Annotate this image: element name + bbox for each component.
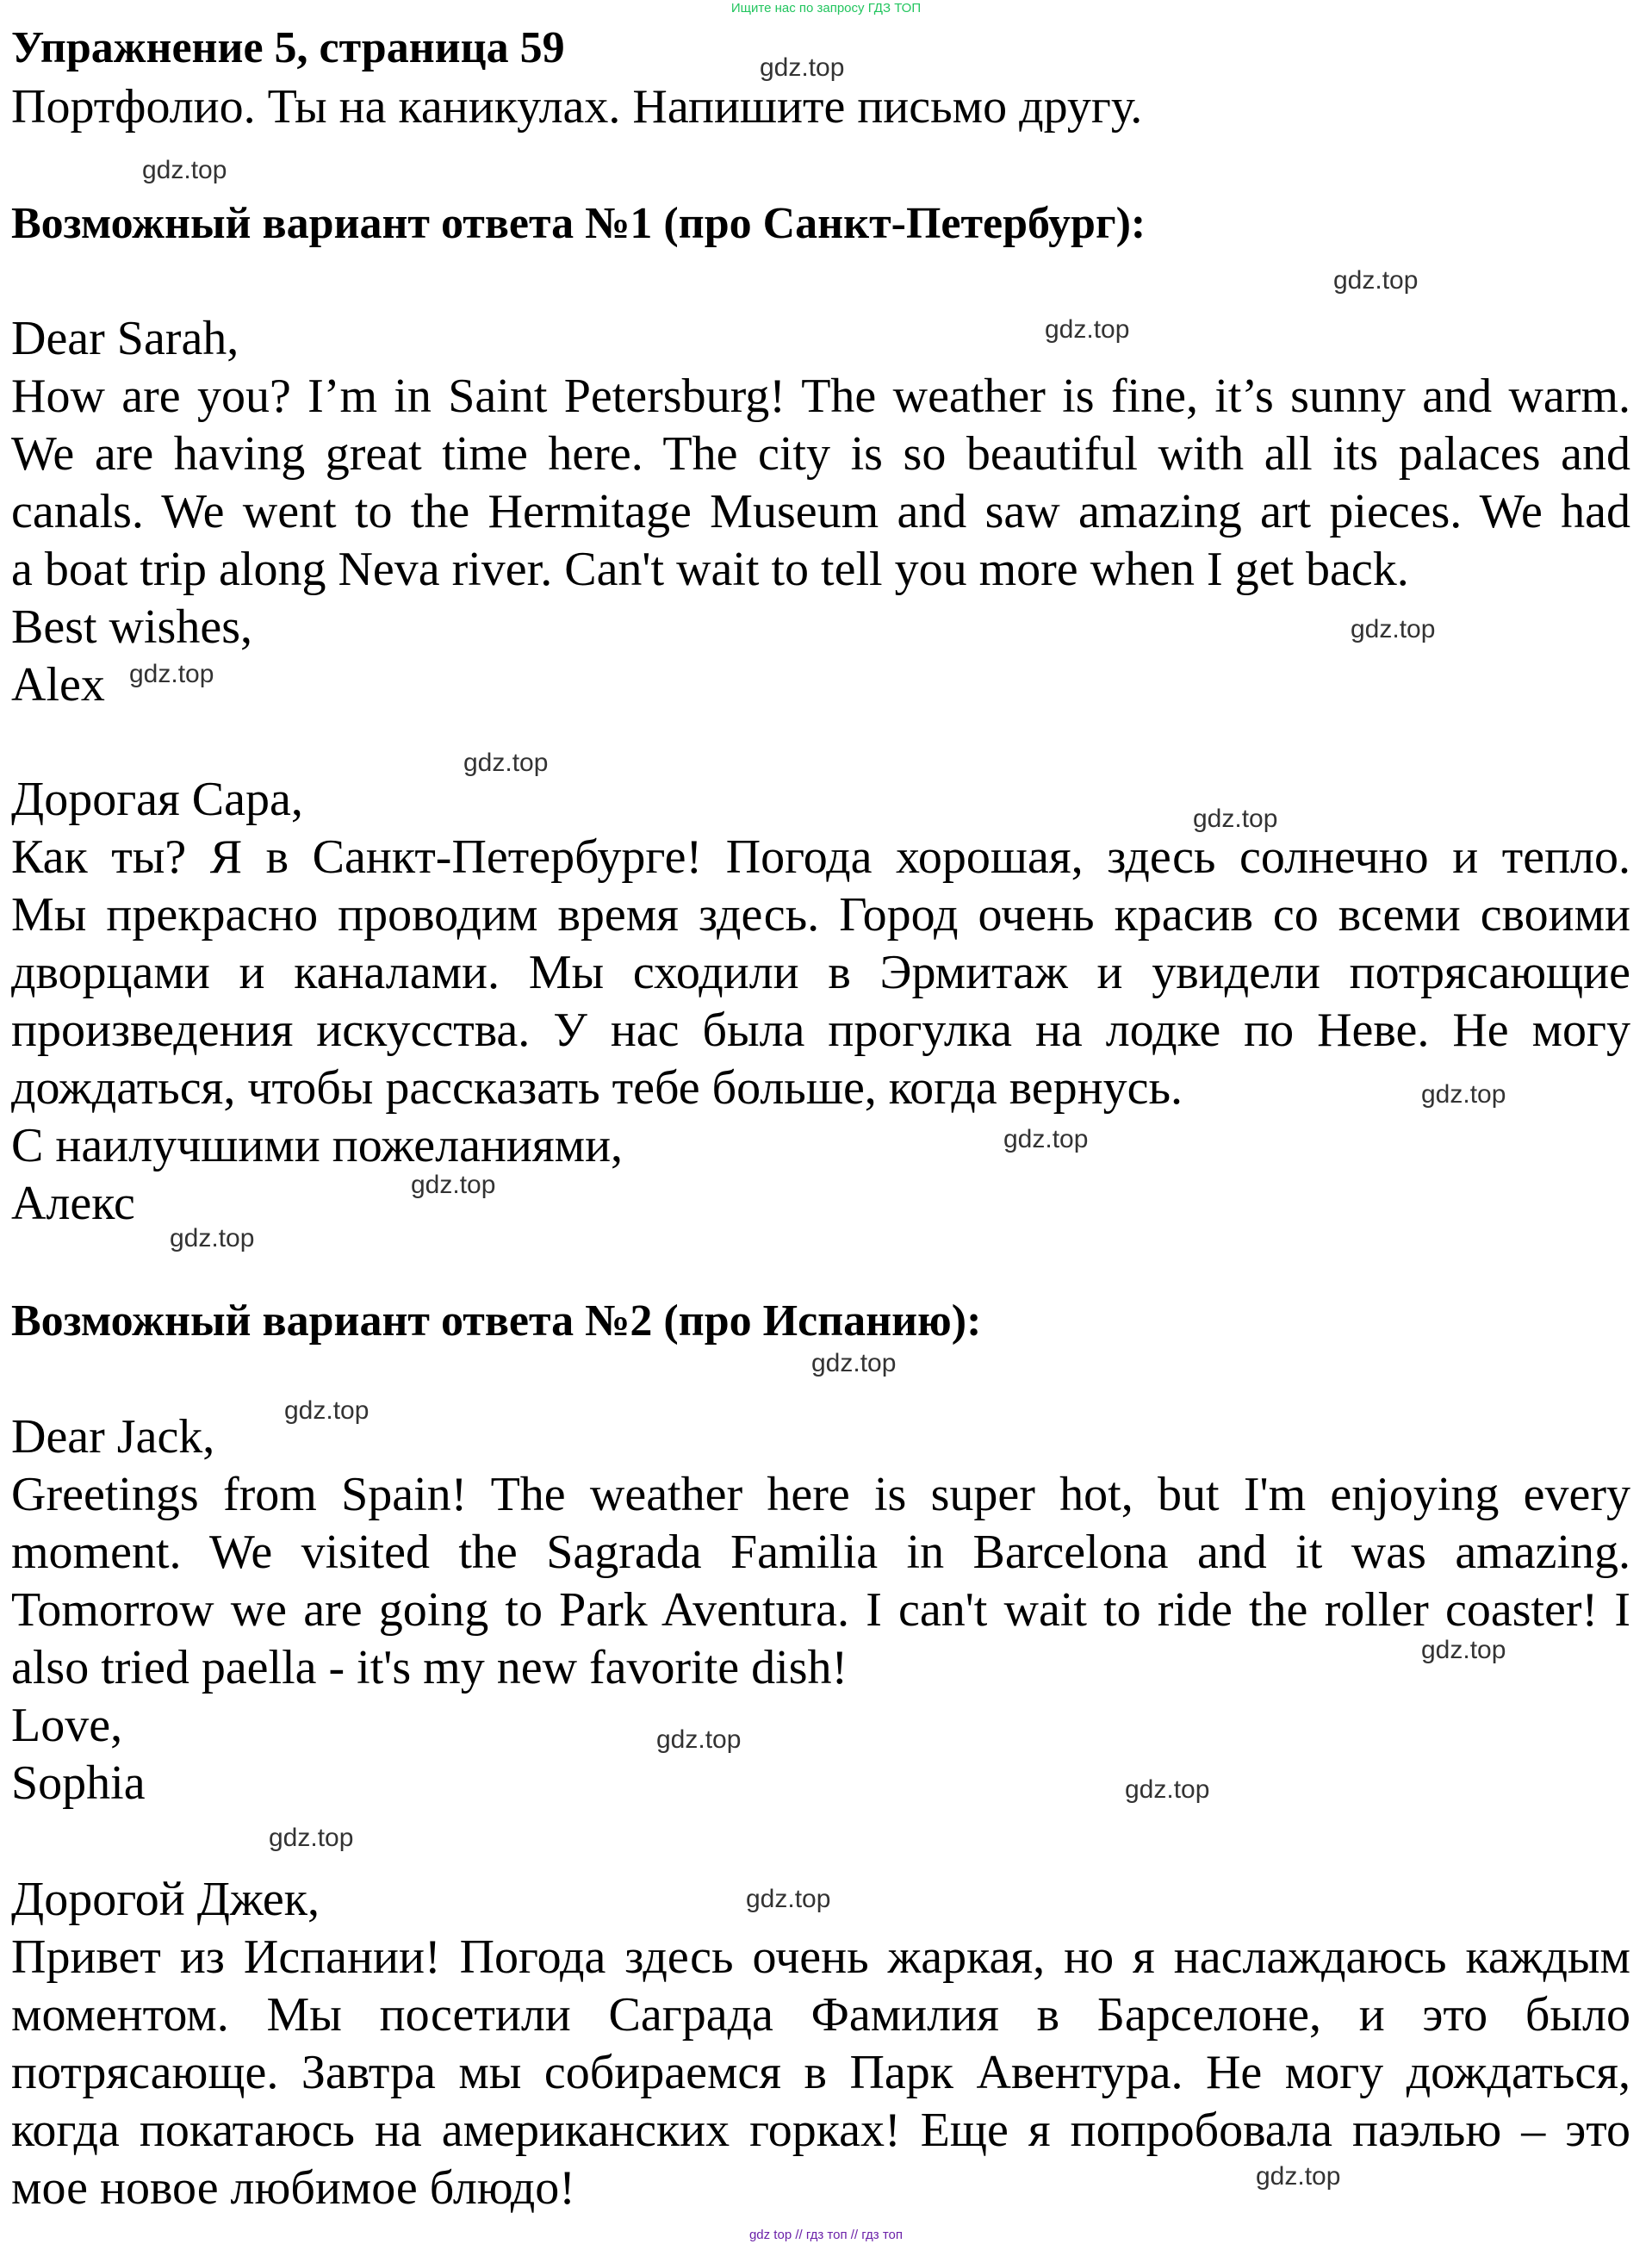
answer1-heading: Возможный вариант ответа №1 (про Санкт-Петербург): [11, 199, 1146, 248]
answer2-en-line: moment. We visited the Sagrada Familia in Barcelona and it was amazing. [11, 1526, 1630, 1579]
watermark: gdz.top [1045, 315, 1130, 344]
answer2-ru-line: мое новое любимое блюдо! [11, 2161, 575, 2215]
watermark: gdz.top [269, 1824, 354, 1852]
answer1-en-signature: Alex [11, 658, 105, 712]
watermark: gdz.top [1003, 1125, 1089, 1153]
exercise-title: Упражнение 5, страница 59 [11, 23, 565, 72]
answer2-en-line: Greetings from Spain! The weather here is super hot, but I'm enjoying every [11, 1468, 1630, 1521]
watermark: gdz.top [1193, 805, 1278, 833]
answer1-ru-signature: Алекс [11, 1177, 135, 1230]
watermark: gdz.top [760, 53, 845, 82]
answer2-ru-line: потрясающе. Завтра мы собираемся в Парк Авентура. Не могу дождаться, [11, 2046, 1630, 2099]
answer2-en-closing: Love, [11, 1699, 123, 1752]
answer2-ru-line: Привет из Испании! Погода здесь очень жаркая, но я наслаждаюсь каждым [11, 1930, 1630, 1984]
answer2-ru-greeting: Дорогой Джек, [11, 1873, 320, 1926]
watermark: gdz.top [284, 1396, 370, 1425]
watermark: gdz.top [656, 1725, 742, 1754]
answer1-en-line: How are you? I’m in Saint Petersburg! The weather is fine, it’s sunny and warm. [11, 370, 1630, 423]
answer2-ru-line: когда покатаюсь на американских горках! Еще я попробовала паэлью – это [11, 2104, 1630, 2157]
answer1-ru-line: дворцами и каналами. Мы сходили в Эрмитаж и увидели потрясающие [11, 946, 1630, 999]
answer2-ru-line: моментом. Мы посетили Саграда Фамилия в Барселоне, и это было [11, 1988, 1630, 2042]
exercise-task: Портфолио. Ты на каникулах. Напишите письмо другу. [11, 80, 1143, 134]
watermark: gdz.top [1421, 1636, 1506, 1664]
watermark: gdz.top [1351, 615, 1436, 643]
answer2-en-line: Tomorrow we are going to Park Aventura. I can't wait to ride the roller coaster! I [11, 1583, 1630, 1637]
watermark: gdz.top [746, 1885, 831, 1913]
answer1-en-closing: Best wishes, [11, 600, 252, 654]
top-banner: Ищите нас по запросу ГДЗ ТОП [730, 1, 922, 16]
answer2-en-signature: Sophia [11, 1756, 146, 1810]
answer2-en-line: also tried paella - it's my new favorite dish! [11, 1641, 848, 1694]
footer-banner: gdz top // гдз топ // гдз топ [748, 2228, 904, 2242]
answer1-ru-greeting: Дорогая Сара, [11, 773, 303, 826]
watermark: gdz.top [411, 1171, 496, 1199]
answer1-ru-line: произведения искусства. У нас была прогулка на лодке по Неве. Не могу [11, 1004, 1630, 1057]
watermark: gdz.top [463, 749, 549, 777]
watermark: gdz.top [1256, 2162, 1341, 2191]
watermark: gdz.top [1333, 266, 1419, 295]
watermark: gdz.top [129, 660, 214, 688]
answer1-en-line: a boat trip along Neva river. Can't wait to tell you more when I get back. [11, 543, 1409, 596]
answer1-ru-line: Мы прекрасно проводим время здесь. Город очень красив со всеми своими [11, 888, 1630, 942]
watermark: gdz.top [1421, 1080, 1506, 1109]
watermark: gdz.top [142, 156, 227, 184]
watermark: gdz.top [170, 1224, 255, 1252]
watermark: gdz.top [811, 1349, 897, 1377]
answer1-en-line: We are having great time here. The city is so beautiful with all its palaces and [11, 427, 1630, 481]
answer1-ru-line: Как ты? Я в Санкт-Петербурге! Погода хорошая, здесь солнечно и тепло. [11, 830, 1630, 884]
watermark: gdz.top [1125, 1775, 1210, 1804]
answer1-en-greeting: Dear Sarah, [11, 312, 239, 365]
answer1-ru-line: дождаться, чтобы рассказать тебе больше, когда вернусь. [11, 1061, 1183, 1115]
answer1-en-line: canals. We went to the Hermitage Museum and saw amazing art pieces. We had [11, 485, 1630, 538]
answer1-ru-closing: С наилучшими пожеланиями, [11, 1119, 624, 1172]
answer2-en-greeting: Dear Jack, [11, 1410, 215, 1464]
answer2-heading: Возможный вариант ответа №2 (про Испанию): [11, 1296, 982, 1346]
